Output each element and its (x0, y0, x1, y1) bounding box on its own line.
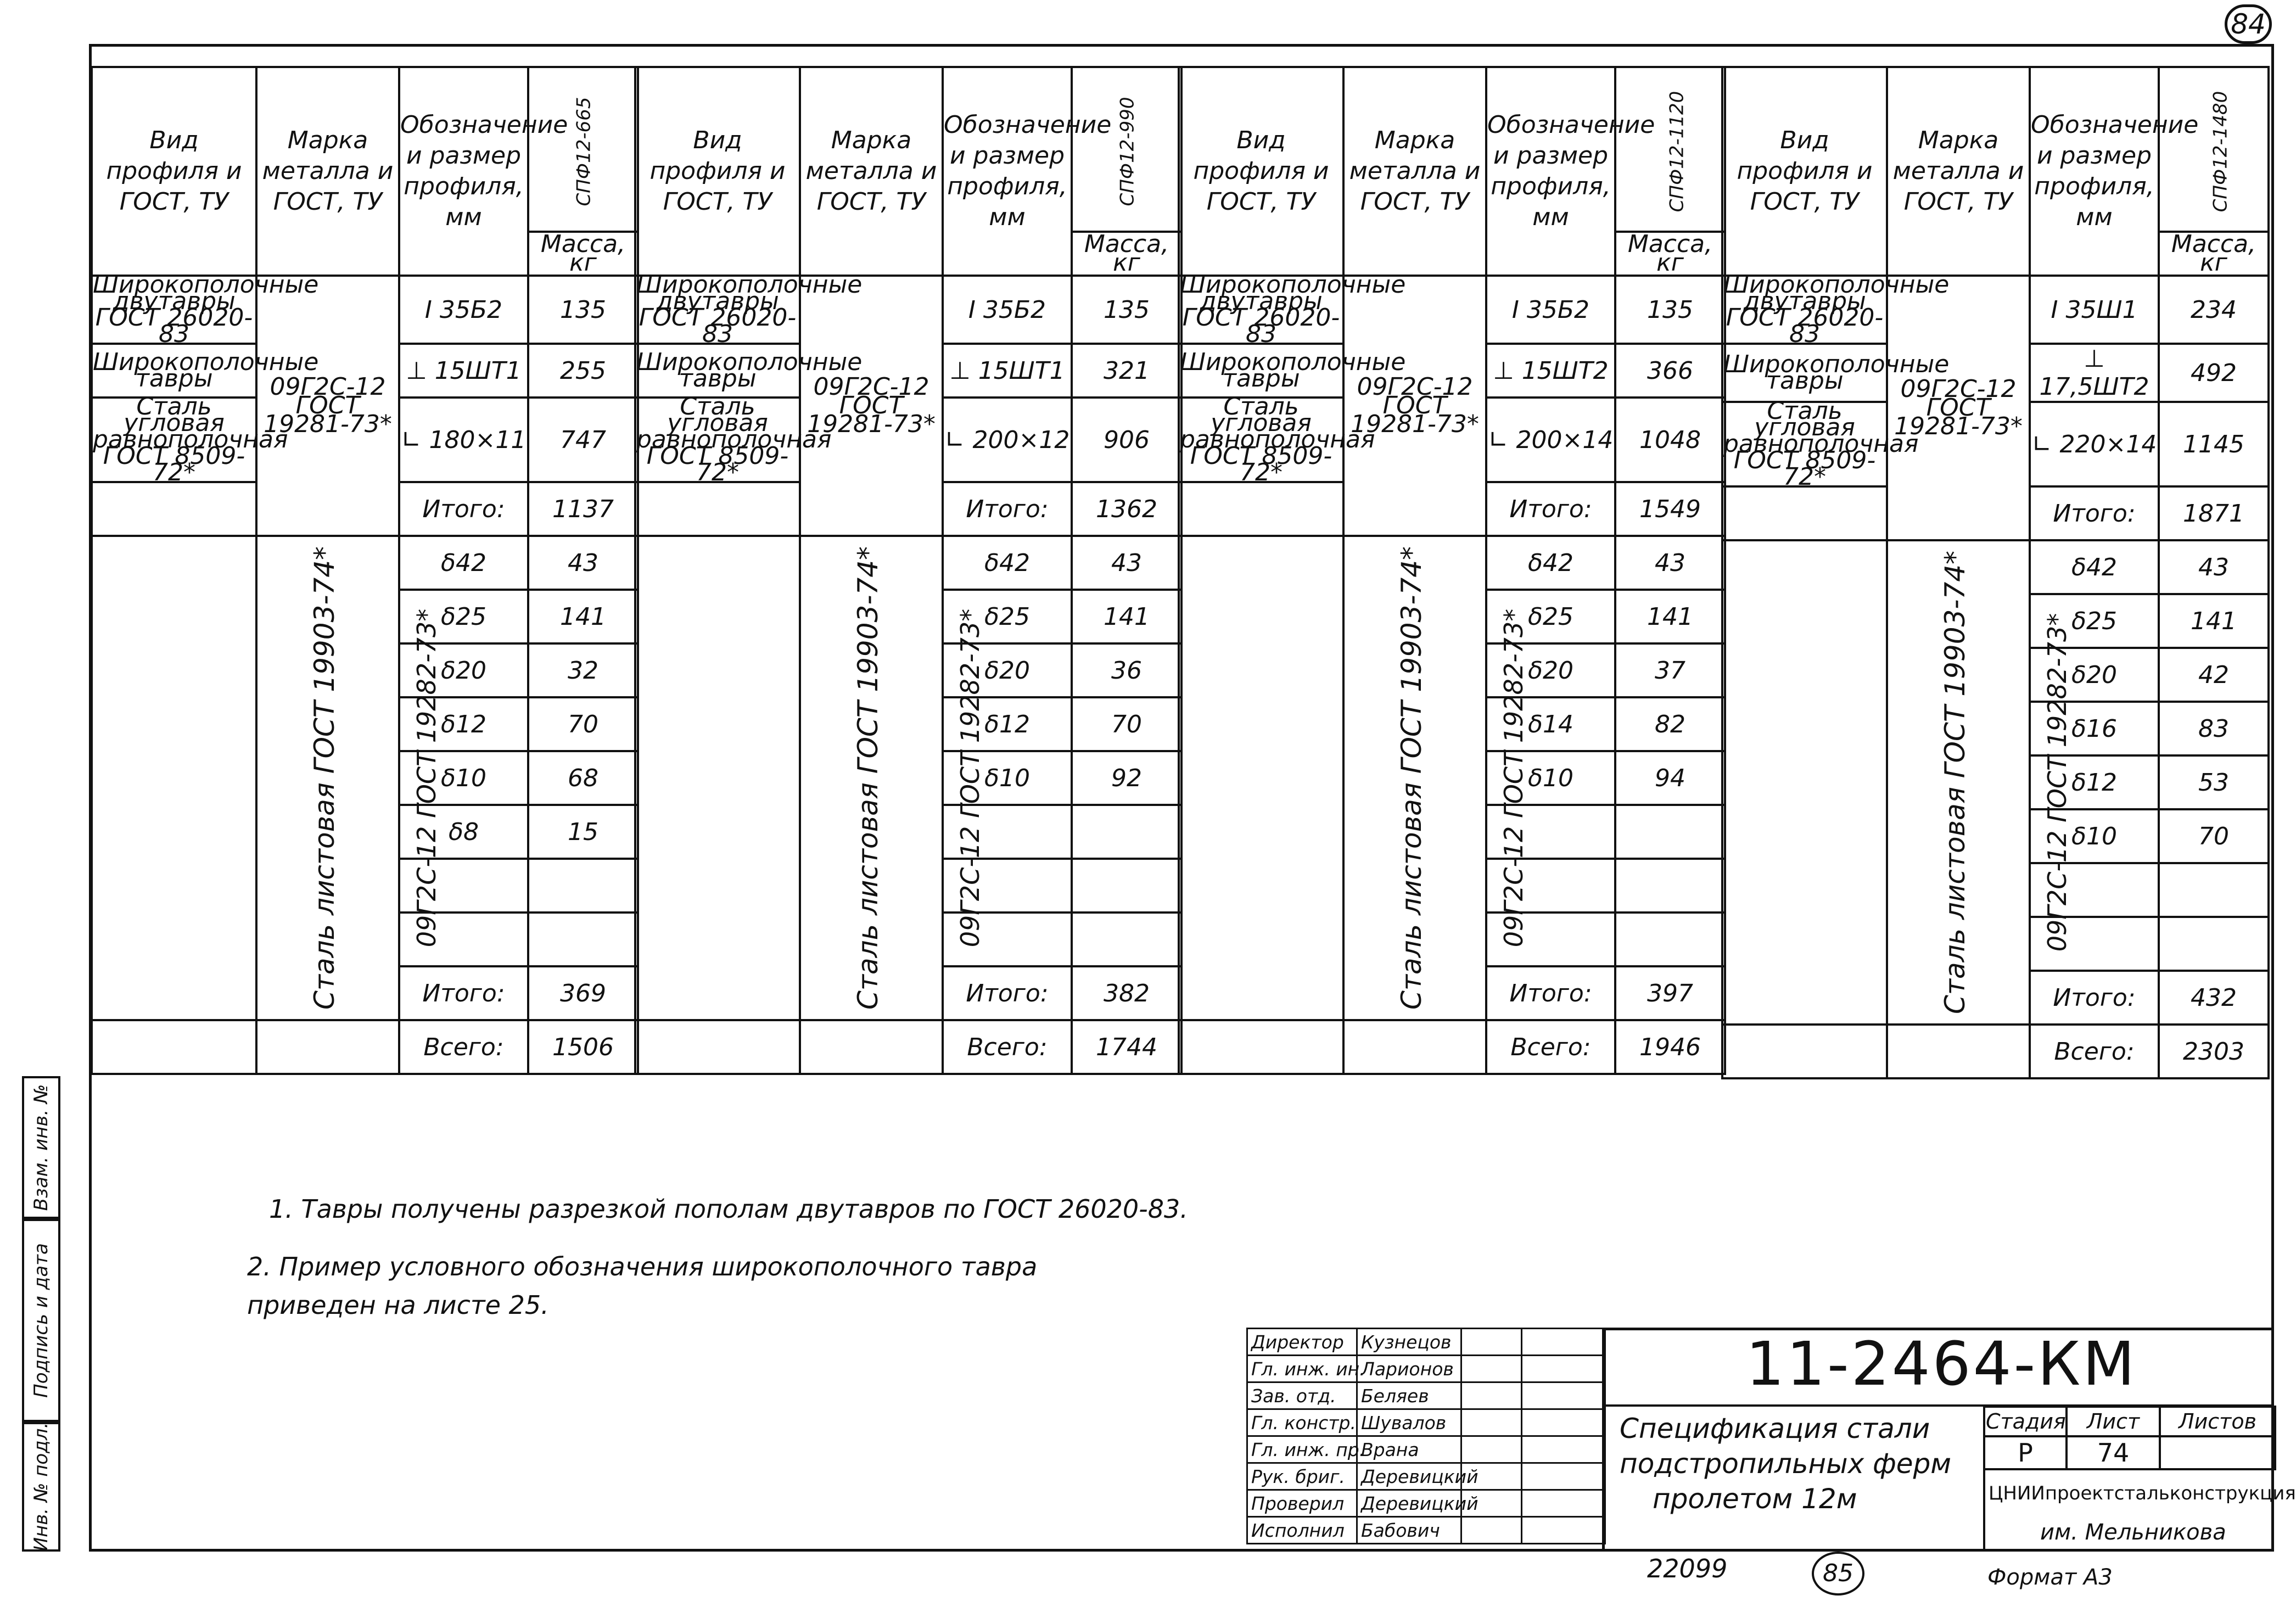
rolled-profile: I 35Б2 (943, 276, 1072, 344)
signature-date (1522, 1490, 1605, 1517)
sheet-total-label: Итого: (2030, 971, 2159, 1025)
header-profile-type: Вид профиля и ГОСТ, ТУ (1722, 67, 1887, 276)
sheet-description: Сталь листовая ГОСТ 19903-74* (635, 536, 800, 1020)
header-steel-grade: Марка металла и ГОСТ, ТУ (1887, 67, 2030, 276)
rolled-description: Сталь угловая равнополочная ГОСТ 8509-72* (1723, 397, 1919, 491)
rolled-steel-grade: 09Г2С-12 ГОСТ 19281-73* (1887, 276, 2030, 540)
header-profile-type: Вид профиля и ГОСТ, ТУ (92, 67, 256, 276)
header-mass: Масса, кг (528, 232, 638, 276)
signature-date (1522, 1463, 1605, 1490)
sheet-steel-grade: 09Г2С-12 ГОСТ 19282-73* (1887, 540, 2030, 1025)
rolled-total-label: Итого: (2030, 486, 2159, 540)
spec-table-3 (1178, 66, 1726, 1075)
plate-mass: 43 (1072, 536, 1181, 590)
signature-row (1247, 1436, 1605, 1463)
rolled-description: Широкополочные двутавры ГОСТ 26020-83 (93, 271, 319, 348)
grand-total: 1744 (1072, 1020, 1181, 1074)
grand-blank (635, 1020, 800, 1074)
plate-mass: 70 (528, 697, 638, 751)
plate-thickness: δ16 (2030, 702, 2159, 755)
grand-blank (92, 1020, 256, 1074)
plate-thickness: δ12 (943, 697, 1072, 751)
signature-role: Гл. констр. (1247, 1409, 1357, 1436)
rolled-profile: ⊥ 15ШТ1 (399, 344, 528, 398)
rolled-profile: ∟ 200×14 (1486, 398, 1615, 482)
plate-mass: 141 (1072, 590, 1181, 643)
note-1: 1. Тавры получены разрезкой пополам двутавров по ГОСТ 26020-83. (269, 1194, 1188, 1224)
sheet-total: 369 (528, 966, 638, 1020)
rolled-total: 1549 (1615, 482, 1725, 536)
rolled-steel-grade: 09Г2С-12 ГОСТ 19281-73* (1343, 276, 1486, 536)
signature-row (1247, 1517, 1605, 1544)
plate-thickness: δ12 (399, 697, 528, 751)
grand-total: 1506 (528, 1020, 638, 1074)
organization-2: им. Мельникова (2040, 1520, 2226, 1545)
sheet-total-label: Итого: (399, 966, 528, 1020)
plate-mass: 141 (528, 590, 638, 643)
rolled-profile: ∟ 220×14 (2030, 402, 2159, 486)
plate-mass: 36 (1072, 643, 1181, 697)
format: Формат А3 (1987, 1565, 2113, 1590)
signature-name: Кузнецов (1357, 1329, 1461, 1356)
plate-thickness: δ42 (1486, 536, 1615, 590)
plate-mass (1072, 859, 1181, 913)
plate-mass: 70 (1072, 697, 1181, 751)
plate-mass: 15 (528, 805, 638, 859)
rolled-mass: 135 (528, 276, 638, 344)
header-steel-grade: Марка металла и ГОСТ, ТУ (800, 67, 943, 276)
rolled-total-label: Итого: (1486, 482, 1615, 536)
grand-total-label: Всего: (943, 1020, 1072, 1074)
signature-row (1247, 1409, 1605, 1436)
signature-role: Проверил (1247, 1490, 1357, 1517)
sheet-total: 397 (1615, 966, 1725, 1020)
rolled-mass: 255 (528, 344, 638, 398)
sheet-description: Сталь листовая ГОСТ 19903-74* (1179, 536, 1343, 1020)
signature-date (1522, 1329, 1605, 1356)
rolled-profile: I 35Ш1 (2030, 276, 2159, 344)
rolled-mass: 492 (2159, 344, 2269, 402)
rolled-mass: 366 (1615, 344, 1725, 398)
plate-mass: 43 (528, 536, 638, 590)
plate-thickness: δ25 (2030, 594, 2159, 648)
header-profile-size: Обозначение и размер профиля, мм (399, 67, 528, 276)
plate-thickness: δ42 (2030, 540, 2159, 594)
header-steel-grade: Марка металла и ГОСТ, ТУ (256, 67, 399, 276)
plate-thickness: δ42 (943, 536, 1072, 590)
plate-mass: 141 (1615, 590, 1725, 643)
rolled-blank (1722, 486, 1887, 540)
page-circle: 85 (1812, 1552, 1864, 1596)
rolled-total: 1871 (2159, 486, 2269, 540)
rolled-description: Широкополочные двутавры ГОСТ 26020-83 (1180, 271, 1406, 348)
plate-thickness: δ42 (399, 536, 528, 590)
signature-mark (1461, 1409, 1522, 1436)
note-2: 2. Пример условного обозначения широкополочного тавра (247, 1252, 1038, 1281)
sheet-total-label: Итого: (1486, 966, 1615, 1020)
rolled-total: 1137 (528, 482, 638, 536)
rolled-total-label: Итого: (943, 482, 1072, 536)
rolled-description: Сталь угловая равнополочная ГОСТ 8509-72* (636, 393, 832, 486)
rolled-profile: ⊥ 15ШТ1 (943, 344, 1072, 398)
rolled-profile: I 35Б2 (399, 276, 528, 344)
rolled-mass: 321 (1072, 344, 1181, 398)
signature-name: Деревицкий (1357, 1463, 1461, 1490)
header-profile-size: Обозначение и размер профиля, мм (1486, 67, 1615, 276)
plate-mass: 141 (2159, 594, 2269, 648)
rolled-description: Широкополочные тавры (635, 344, 800, 398)
rolled-profile: ⊥ 17,5ШТ2 (2030, 344, 2159, 402)
plate-thickness: δ20 (2030, 648, 2159, 702)
rolled-description: Широкополочные тавры (1179, 344, 1343, 398)
sheet-steel-grade: 09Г2С-12 ГОСТ 19282-73* (800, 536, 943, 1020)
grand-blank (1722, 1025, 1887, 1078)
plate-thickness: δ20 (1486, 643, 1615, 697)
plate-thickness: δ10 (943, 751, 1072, 805)
grand-blank (1179, 1020, 1343, 1074)
signature-mark (1461, 1329, 1522, 1356)
rolled-profile: ⊥ 15ШТ2 (1486, 344, 1615, 398)
signature-role: Зав. отд. (1247, 1382, 1357, 1409)
plate-mass: 68 (528, 751, 638, 805)
spec-table-4 (1721, 66, 2270, 1079)
signature-role: Гл. инж. пр. (1247, 1436, 1357, 1463)
header-mass: Масса, кг (1072, 232, 1181, 276)
header-profile-type: Вид профиля и ГОСТ, ТУ (635, 67, 800, 276)
plate-mass: 92 (1072, 751, 1181, 805)
rolled-total-label: Итого: (399, 482, 528, 536)
signature-row (1247, 1382, 1605, 1409)
rolled-mass: 135 (1615, 276, 1725, 344)
rolled-profile: ∟ 200×12 (943, 398, 1072, 482)
signature-row (1247, 1490, 1605, 1517)
note-3: приведен на листе 25. (247, 1290, 549, 1320)
rolled-description: Сталь угловая равнополочная ГОСТ 8509-72* (93, 393, 288, 486)
header-profile-size: Обозначение и размер профиля, мм (2030, 67, 2159, 276)
rolled-description: Широкополочные двутавры ГОСТ 26020-83 (1723, 271, 1950, 348)
rolled-steel-grade: 09Г2С-12 ГОСТ 19281-73* (256, 276, 399, 536)
header-profile-type: Вид профиля и ГОСТ, ТУ (1179, 67, 1343, 276)
grand-total: 2303 (2159, 1025, 2269, 1078)
title-line-1: Спецификация стали (1620, 1413, 1930, 1445)
signature-mark (1461, 1436, 1522, 1463)
signature-name: Шувалов (1357, 1409, 1461, 1436)
plate-thickness: δ20 (943, 643, 1072, 697)
rolled-description: Широкополочные тавры (92, 344, 256, 398)
sheet-description: Сталь листовая ГОСТ 19903-74* (1722, 540, 1887, 1025)
signature-role: Рук. бриг. (1247, 1463, 1357, 1490)
plate-mass (528, 913, 638, 966)
grand-blank (1343, 1020, 1486, 1074)
plate-mass: 37 (1615, 643, 1725, 697)
plate-mass (1615, 913, 1725, 966)
grand-total: 1946 (1615, 1020, 1725, 1074)
rolled-mass: 906 (1072, 398, 1181, 482)
signature-name: Беляев (1357, 1382, 1461, 1409)
organization: ЦНИИпроектстальконструкция (1989, 1482, 2296, 1504)
rolled-profile: I 35Б2 (1486, 276, 1615, 344)
header-mass: Масса, кг (1615, 232, 1725, 276)
rolled-profile: ∟ 180×11 (399, 398, 528, 482)
sheet-steel-grade: 09Г2С-12 ГОСТ 19282-73* (1343, 536, 1486, 1020)
header-mass: Масса, кг (2159, 232, 2269, 276)
signature-role: Исполнил (1247, 1517, 1357, 1544)
rolled-description: Широкополочные двутавры ГОСТ 26020-83 (636, 271, 863, 348)
grand-total-label: Всего: (399, 1020, 528, 1074)
signature-date (1522, 1409, 1605, 1436)
sheet-number: 84 (2225, 4, 2272, 44)
signature-row (1247, 1329, 1605, 1356)
plate-mass: 32 (528, 643, 638, 697)
sheet-value: 74 (2067, 1436, 2160, 1469)
signature-role: Директор (1247, 1329, 1357, 1356)
rolled-description: Сталь угловая равнополочная ГОСТ 8509-72* (1180, 393, 1375, 486)
signature-role: Гл. инж. ин. (1247, 1356, 1357, 1382)
stage-value: Р (1984, 1436, 2067, 1469)
rolled-mass: 1145 (2159, 402, 2269, 486)
rolled-mass: 234 (2159, 276, 2269, 344)
spec-table-2 (634, 66, 1183, 1075)
margin-field-signature: Подпись и дата (22, 1219, 60, 1422)
rolled-steel-grade: 09Г2С-12 ГОСТ 19281-73* (800, 276, 943, 536)
plate-thickness: δ8 (399, 805, 528, 859)
signature-date (1522, 1517, 1605, 1544)
signature-row (1247, 1463, 1605, 1490)
plate-mass (1615, 859, 1725, 913)
margin-field-inventory: Инв. № подл. (22, 1422, 60, 1552)
plate-mass: 83 (2159, 702, 2269, 755)
plate-thickness: δ25 (399, 590, 528, 643)
rolled-blank (635, 482, 800, 536)
rolled-blank (92, 482, 256, 536)
sheets-value (2160, 1436, 2275, 1469)
plate-mass (2159, 863, 2269, 917)
signature-name: Врана (1357, 1436, 1461, 1463)
stage-label: Стадия (1984, 1407, 2067, 1436)
rolled-mass: 747 (528, 398, 638, 482)
sheet-total: 382 (1072, 966, 1181, 1020)
sheet-description: Сталь листовая ГОСТ 19903-74* (92, 536, 256, 1020)
signature-date (1522, 1382, 1605, 1409)
plate-mass: 53 (2159, 755, 2269, 809)
rolled-total: 1362 (1072, 482, 1181, 536)
plate-thickness: δ10 (1486, 751, 1615, 805)
plate-thickness: δ25 (1486, 590, 1615, 643)
signature-row (1247, 1356, 1605, 1382)
plate-mass: 82 (1615, 697, 1725, 751)
spec-table-1 (91, 66, 639, 1075)
sheet-steel-grade: 09Г2С-12 ГОСТ 19282-73* (256, 536, 399, 1020)
rolled-description: Широкополочные тавры (1722, 344, 1887, 402)
plate-mass (1072, 913, 1181, 966)
plate-mass (528, 859, 638, 913)
plate-thickness: δ10 (2030, 809, 2159, 863)
signature-mark (1461, 1356, 1522, 1382)
plate-mass: 43 (1615, 536, 1725, 590)
signature-name: Деревицкий (1357, 1490, 1461, 1517)
header-truss-mark: СПФ12-665 (528, 67, 638, 232)
plate-mass (1615, 805, 1725, 859)
grand-total-label: Всего: (2030, 1025, 2159, 1078)
sheets-label: Листов (2160, 1407, 2275, 1436)
plate-thickness: δ20 (399, 643, 528, 697)
plate-thickness: δ12 (2030, 755, 2159, 809)
margin-field-replace: Взам. инв. № (22, 1076, 60, 1219)
signature-date (1522, 1356, 1605, 1382)
signature-mark (1461, 1382, 1522, 1409)
plate-mass (1072, 805, 1181, 859)
plate-mass: 42 (2159, 648, 2269, 702)
header-truss-mark: СПФ12-1120 (1615, 67, 1725, 232)
plate-thickness: δ10 (399, 751, 528, 805)
header-steel-grade: Марка металла и ГОСТ, ТУ (1343, 67, 1486, 276)
plate-thickness: δ14 (1486, 697, 1615, 751)
header-truss-mark: СПФ12-990 (1072, 67, 1181, 232)
plate-mass: 94 (1615, 751, 1725, 805)
grand-blank (256, 1020, 399, 1074)
grand-blank (800, 1020, 943, 1074)
rolled-mass: 1048 (1615, 398, 1725, 482)
title-line-3: пролетом 12м (1653, 1483, 1857, 1515)
rolled-blank (1179, 482, 1343, 536)
plate-mass: 43 (2159, 540, 2269, 594)
header-profile-size: Обозначение и размер профиля, мм (943, 67, 1072, 276)
sheet-total-label: Итого: (943, 966, 1072, 1020)
grand-blank (1887, 1025, 2030, 1078)
archive-number: 22099 (1647, 1554, 1728, 1583)
plate-mass (2159, 917, 2269, 971)
plate-thickness: δ25 (943, 590, 1072, 643)
sheet-label: Лист (2067, 1407, 2160, 1436)
stage-table (1983, 1406, 2276, 1470)
plate-mass: 70 (2159, 809, 2269, 863)
signature-mark (1461, 1517, 1522, 1544)
signature-date (1522, 1436, 1605, 1463)
rolled-mass: 135 (1072, 276, 1181, 344)
header-truss-mark: СПФ12-1480 (2159, 67, 2269, 232)
signature-name: Ларионов (1357, 1356, 1461, 1382)
signature-name: Бабович (1357, 1517, 1461, 1544)
title-line-2: подстропильных ферм (1620, 1448, 1952, 1480)
signature-table (1246, 1328, 1606, 1544)
document-code: 11-2464-КМ (1746, 1329, 2137, 1399)
sheet-total: 432 (2159, 971, 2269, 1025)
grand-total-label: Всего: (1486, 1020, 1615, 1074)
